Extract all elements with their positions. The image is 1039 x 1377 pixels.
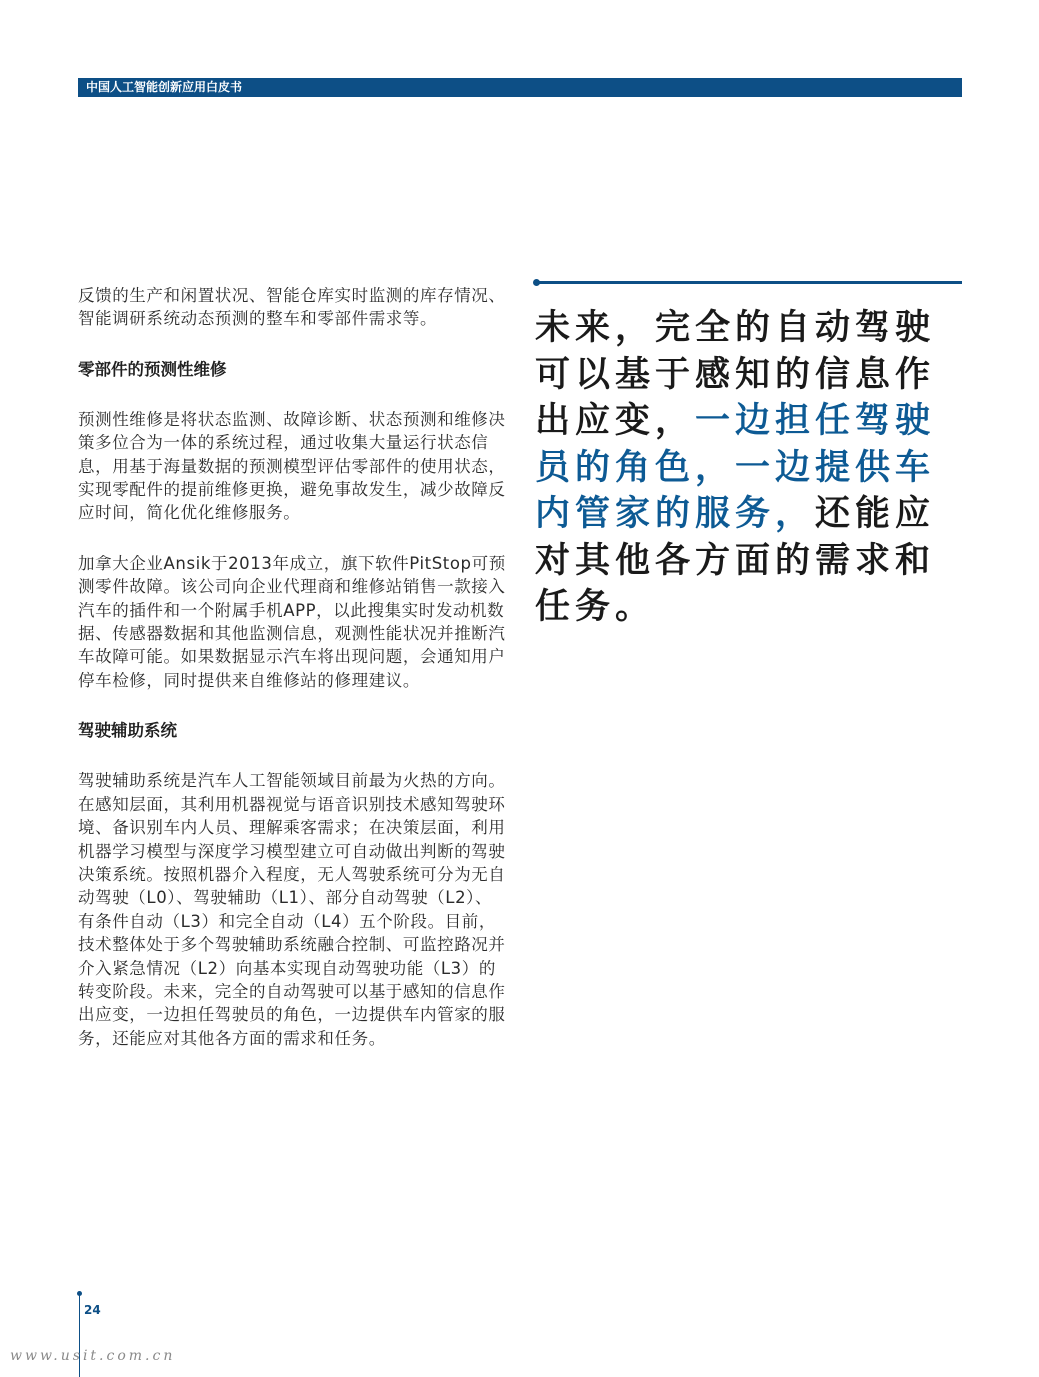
section-heading-predictive-maintenance: 零部件的预测性维修: [78, 359, 227, 379]
predictive-maintenance-paragraph: 预测性维修是将状态监测、故障诊断、状态预测和维修决策多位合为一体的系统过程，通过收集大量运行状态信息，用基于海量数据的预测模型评估零部件的使用状态，实现零配件的提前维修更换，避免事故发生，减少故障反应时间，简化优化维修服务。: [78, 409, 506, 523]
pitstop-example-paragraph: 加拿大企业Ansik于2013年成立，旗下软件PitStop可预测零件故障。该公司向企业代理商和维修站销售一款接入汽车的插件和一个附属手机APP，以此搜集实时发动机数据、传感器数据和其他监测信息，观测性能状况并推断汽车故障可能。如果数据显示汽车将出现问题，会通知用户停车检修，同时提供来自维修站的修理建议。: [78, 553, 506, 690]
pull-quote-part2: 还能应对其他各方面的需求和任务。: [535, 494, 936, 627]
pull-quote-part1: 未来，完全的自动驾驶可以基于感知的信息作出应变，: [535, 308, 936, 441]
page-number: 24: [84, 1303, 101, 1317]
page-number-rule: [79, 1293, 80, 1377]
site-watermark: www.usit.com.cn: [10, 1348, 176, 1364]
main-text-column: [78, 284, 508, 1050]
intro-paragraph: 反馈的生产和闲置状况、智能仓库实时监测的库存情况、智能调研系统动态预测的整车和零部件需求等。: [78, 286, 506, 329]
pull-quote: [535, 305, 965, 631]
driver-assistance-paragraph: 驾驶辅助系统是汽车人工智能领域目前最为火热的方向。在感知层面，其利用机器视觉与语音识别技术感知驾驶环境、备识别车内人员、理解乘客需求；在决策层面，利用机器学习模型与深度学习模型建立可自动做出判断的驾驶决策系统。按照机器介入程度，无人驾驶系统可分为无自动驾驶（L0）、驾驶辅助（L1）、部分自动驾驶（L2）、有条件自动（L3）和完全自动（L4）五个阶段。目前，技术整体处于多个驾驶辅助系统融合控制、可监控路况并介入紧急情况（L2）向基本实现自动驾驶功能（L3）的转变阶段。未来，完全的自动驾驶可以基于感知的信息作出应变，一边担任驾驶员的角色，一边提供车内管家的服务，还能应对其他各方面的需求和任务。: [78, 771, 506, 1048]
document-title: 中国人工智能创新应用白皮书: [86, 80, 243, 94]
header-bar: [78, 78, 962, 97]
pull-quote-rule-dot: [533, 279, 540, 286]
section-heading-driver-assistance: 驾驶辅助系统: [78, 721, 177, 741]
pull-quote-highlight: 一边担任驾驶员的角色，一边提供车内管家的服务，: [535, 401, 936, 534]
page-number-rule-dot: [77, 1291, 82, 1296]
pull-quote-rule: [535, 281, 962, 284]
